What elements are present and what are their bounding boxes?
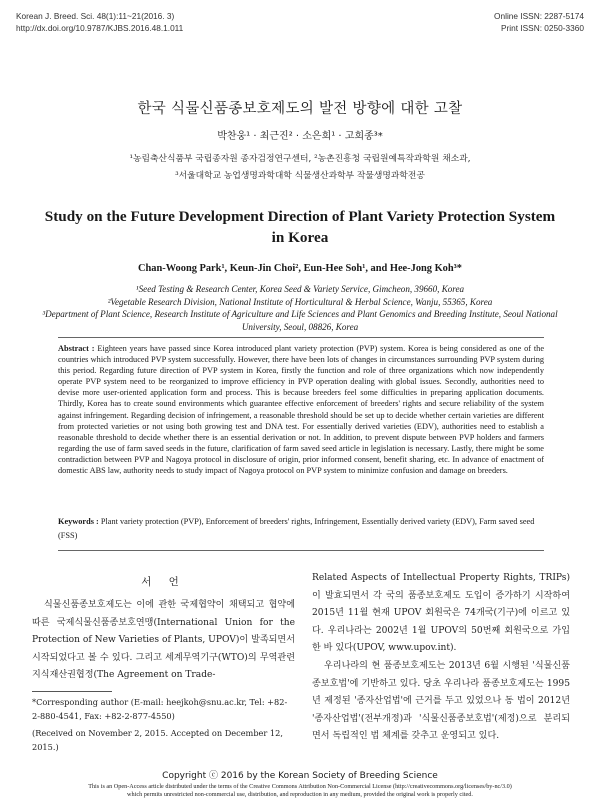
header-left bbox=[16, 10, 183, 34]
online-issn: Online ISSN: 2287-5174 bbox=[494, 11, 584, 21]
received-dates: (Received on November 2, 2015. Accepted on December 12, 2015.) bbox=[32, 727, 283, 752]
intro-left-text bbox=[32, 597, 295, 685]
english-affil-3: ³Department of Plant Science, Research Institute of Agriculture and Life Sciences and Plant Genomics and Breeding Institute, Seoul National University, Seoul, 08826, Korea bbox=[42, 309, 558, 332]
korean-affil-line-2: ³서울대학교 농업생명과학대학 식물생산과학부 작물생명과학전공 bbox=[175, 171, 425, 181]
korean-authors: 박찬웅¹ · 최근진² · 소은희¹ · 고희종³* bbox=[217, 131, 383, 142]
korean-title: 한국 식물신품종보호제도의 발전 방향에 대한 고찰 bbox=[137, 101, 463, 117]
english-affil-2: ²Vegetable Research Division, National Institute of Horticultural & Herbal Science, Wanju, 55365, Korea bbox=[107, 296, 493, 307]
license-notice bbox=[40, 783, 560, 798]
intro-paragraph-2: 우리나라의 현 품종보호제도는 2013년 6월 시행된 '식물신품종보호법'에 기반하고 있다. 당초 우리나라 품종보호제도는 1995년 제정된 '종자산업법'에 근거를 두고 있었으나 동 법이 2012년 '종자산업법'(전부개정)과 '식물신품종보호법'(제정)으로 분리되면서 독립적인 법 체계를 갖추고 운영되고 있다. bbox=[312, 660, 570, 742]
intro-right-text bbox=[312, 570, 570, 746]
keywords-label: Keywords : bbox=[58, 517, 99, 526]
abstract-label: Abstract : bbox=[58, 344, 95, 353]
footnote-rule bbox=[32, 691, 112, 692]
abstract-text: Eighteen years have passed since Korea introduced plant variety protection (PVP) system. Korea is being considered as one of the countries which introduced PVP system successfully. However, there have been lots of changes in circumstances surrounding PVP system during this period. Regarding future direction of PVP system in Korea, firstly the function and role of three organizations which now independently operate PVP system need to be reorganized to improve efficiency in PVP operation dealing with global issues. Secondly, authorities need to devise more user-oriented application form and process. This is because breeders feel some difficulties in preparing application documents. Thirdly, Korea has to create sound environments which guarantee effective enforcement of breeders' rights and secure reliability of the system against infringement. Regarding decision of infringement, a reasonable threshold should be set up to decide whether certain varieties are different from protected varieties or not using both growing test and DNA test. For essentially derived varieties (EDV), authorities need to establish a reasonable threshold to decide whether there is an essential derivation or not. In addition, to prevent dispute between PVP holders and farmers regarding the use of farm saved seeds in the future, clarification of farm saved seed article in legislation is necessary. Lastly, there might be some contradiction between PVP and Nagoya protocol in disclosure of origin, prior informed consent, benefit sharing, etc. In advance of enactment of domestic ABS law, authority needs to study impact of Nagoya protocol on PVP system to minimize confusion and damage on breeders. bbox=[58, 344, 544, 476]
korean-affil-line-1: ¹농림축산식품부 국립종자원 종자검정연구센터, ²농촌진흥청 국립원예특작과학원 채소과, bbox=[129, 154, 471, 164]
right-column bbox=[312, 570, 570, 746]
keywords-text: Plant variety protection (PVP), Enforcement of breeders' rights, Infringement, Essentially derived variety (EDV), Farm saved seed (FSS) bbox=[58, 517, 535, 540]
intro-heading: 서 언 bbox=[141, 576, 186, 588]
abstract bbox=[58, 343, 544, 476]
copyright: Copyright ⓒ 2016 by the Korean Society of Breeding Science bbox=[162, 771, 438, 781]
license-line-1: This is an Open-Access article distributed under the terms of the Creative Commons Attribution Non-Commercial License (http://creativecommons.org/licenses/by-nc/3.0) bbox=[88, 783, 512, 790]
corresponding-author: *Corresponding author (E-mail: heejkoh@snu.ac.kr, Tel: +82-2-880-4541, Fax: +82-2-877-4550) bbox=[32, 696, 288, 721]
abstract-top-rule bbox=[58, 337, 544, 338]
keywords bbox=[58, 515, 544, 543]
intro-paragraph-1: 식물신품종보호제도는 이에 관한 국제협약이 채택되고 협약에 따른 국제식물신품종보호연맹(International Union for the Protection of New Varieties of Plants, UPOV)이 발족되면서 시작되었다고 볼 수 있다. 그리고 세계무역기구(WTO)의 무역관련지식재산권협정(The Agreement on Trade- bbox=[32, 600, 295, 681]
header-right bbox=[494, 10, 584, 34]
intro-paragraph-1-cont: Related Aspects of Intellectual Property Rights, TRIPs)이 발효되면서 각 국의 품종보호제도 도입이 증가하기 시작하여 2015년 11월 현재 UPOV 회원국은 74개국(기구)에 이르고 있다. 우리나라는 2002년 1월 UPOV의 50번째 회원국으로 가입한 바 있다(UPOV, www.upov.int). bbox=[312, 573, 570, 654]
english-affiliations bbox=[40, 283, 560, 333]
print-issn: Print ISSN: 0250-3360 bbox=[500, 23, 584, 33]
journal-citation: Korean J. Breed. Sci. 48(1):11~21(2016. 3) bbox=[16, 11, 175, 21]
korean-affiliations bbox=[40, 151, 560, 185]
english-authors: Chan-Woong Park¹, Keun-Jin Choi², Eun-Hee Soh¹, and Hee-Jong Koh³* bbox=[138, 263, 462, 274]
english-affil-1: ¹Seed Testing & Research Center, Korea Seed & Variety Service, Gimcheon, 39660, Korea bbox=[135, 284, 465, 294]
license-line-2: which permits unrestricted non-commercial use, distribution, and reproduction in any medium, provided the original work is properly cited. bbox=[127, 790, 473, 798]
doi-link[interactable]: http://dx.doi.org/10.9787/KJBS.2016.48.1.011 bbox=[16, 23, 184, 33]
english-title: Study on the Future Development Direction of Plant Variety Protection System in Korea bbox=[44, 208, 556, 246]
keywords-bottom-rule bbox=[58, 550, 544, 551]
left-column bbox=[32, 570, 295, 754]
